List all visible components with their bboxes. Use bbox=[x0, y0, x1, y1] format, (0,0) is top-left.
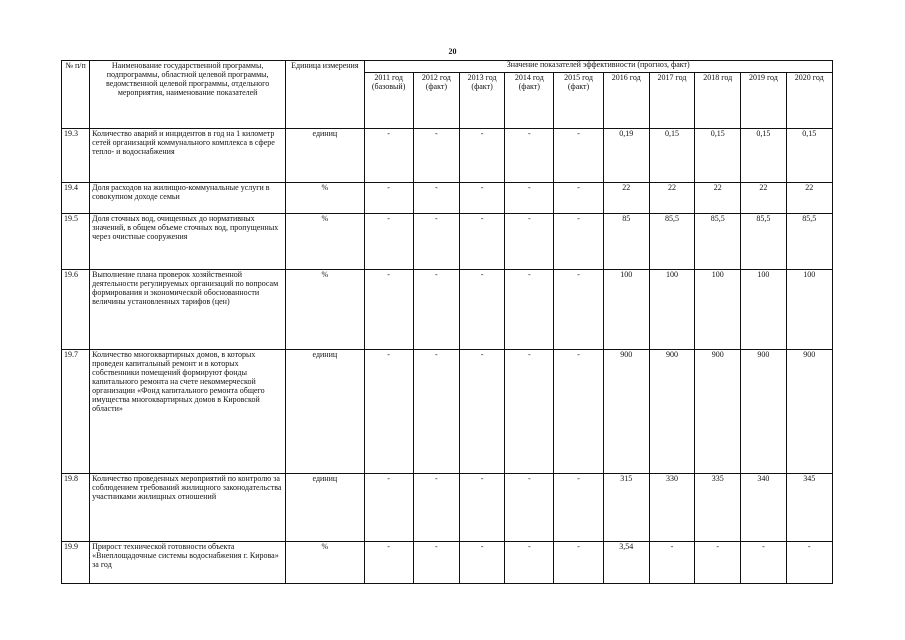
value-cell: 900 bbox=[741, 350, 786, 474]
value-cell: - bbox=[505, 129, 554, 183]
value-cell: - bbox=[413, 350, 459, 474]
value-cell: - bbox=[741, 542, 786, 584]
value-cell: - bbox=[505, 183, 554, 214]
value-cell: - bbox=[505, 214, 554, 270]
value-cell: - bbox=[413, 183, 459, 214]
value-cell: - bbox=[413, 542, 459, 584]
value-cell: - bbox=[364, 214, 413, 270]
value-cell: 3,54 bbox=[603, 542, 649, 584]
value-cell: - bbox=[364, 474, 413, 542]
value-cell: 900 bbox=[786, 350, 832, 474]
value-cell: 22 bbox=[786, 183, 832, 214]
header-year: 2016 год bbox=[603, 73, 649, 129]
header-year: 2013 год (факт) bbox=[459, 73, 504, 129]
indicator-name: Доля сточных вод, очищенных до нормативных значений, в общем объеме сточных вод, пропущенных через очистные сооружения bbox=[90, 214, 286, 270]
table-row bbox=[62, 214, 833, 270]
value-cell: 345 bbox=[786, 474, 832, 542]
value-cell: - bbox=[505, 270, 554, 350]
value-cell: - bbox=[554, 183, 603, 214]
value-cell: - bbox=[413, 270, 459, 350]
table-row bbox=[62, 129, 833, 183]
unit-cell: % bbox=[286, 183, 364, 214]
value-cell: 900 bbox=[695, 350, 741, 474]
value-cell: 330 bbox=[649, 474, 694, 542]
header-year: 2015 год (факт) bbox=[554, 73, 603, 129]
value-cell: - bbox=[459, 214, 504, 270]
indicator-name: Прирост технической готовности объекта «Внеплощадочные системы водоснабжения г. Кирова» за год bbox=[90, 542, 286, 584]
table-row bbox=[62, 183, 833, 214]
value-cell: 85,5 bbox=[695, 214, 741, 270]
header-year: 2020 год bbox=[786, 73, 832, 129]
indicator-name: Количество многоквартирных домов, в которых проведен капитальный ремонт и в которых собственники помещений формируют фонды капитального ремонта на счете некоммерческой организации «Фонд капитального ремонта общего имущества многоквартирных домов в Кировской области» bbox=[90, 350, 286, 474]
value-cell: 0,15 bbox=[649, 129, 694, 183]
unit-cell: единиц bbox=[286, 129, 364, 183]
row-number: 19.9 bbox=[62, 542, 90, 584]
table-row bbox=[62, 270, 833, 350]
value-cell: - bbox=[364, 183, 413, 214]
header-year: 2019 год bbox=[741, 73, 786, 129]
header-year: 2018 год bbox=[695, 73, 741, 129]
value-cell: 85 bbox=[603, 214, 649, 270]
value-cell: 22 bbox=[603, 183, 649, 214]
unit-cell: % bbox=[286, 270, 364, 350]
value-cell: - bbox=[364, 129, 413, 183]
value-cell: 900 bbox=[603, 350, 649, 474]
value-cell: 315 bbox=[603, 474, 649, 542]
value-cell: 100 bbox=[741, 270, 786, 350]
value-cell: - bbox=[786, 542, 832, 584]
header-year: 2011 год (базовый) bbox=[364, 73, 413, 129]
value-cell: - bbox=[459, 129, 504, 183]
value-cell: - bbox=[554, 474, 603, 542]
unit-cell: % bbox=[286, 214, 364, 270]
value-cell: - bbox=[505, 542, 554, 584]
value-cell: 900 bbox=[649, 350, 694, 474]
value-cell: - bbox=[554, 270, 603, 350]
value-cell: 0,15 bbox=[786, 129, 832, 183]
row-number: 19.8 bbox=[62, 474, 90, 542]
value-cell: 100 bbox=[695, 270, 741, 350]
value-cell: 340 bbox=[741, 474, 786, 542]
page-number: 20 bbox=[448, 47, 457, 56]
value-cell: 0,15 bbox=[741, 129, 786, 183]
indicator-name: Количество проведенных мероприятий по контролю за соблюдением требований жилищного законодательства участниками жилищных отношений bbox=[90, 474, 286, 542]
header-values-group: Значение показателей эффективности (прогноз, факт) bbox=[364, 61, 832, 73]
value-cell: - bbox=[364, 270, 413, 350]
value-cell: 100 bbox=[603, 270, 649, 350]
header-name: Наименование государственной программы, подпрограммы, областной целевой программы, ведомственной целевой программы, отдельного мероприятия, наименование показателей bbox=[90, 61, 286, 129]
table-row bbox=[62, 542, 833, 584]
value-cell: 0,15 bbox=[695, 129, 741, 183]
value-cell: - bbox=[649, 542, 694, 584]
value-cell: - bbox=[505, 350, 554, 474]
value-cell: - bbox=[554, 350, 603, 474]
performance-indicators-table bbox=[61, 60, 833, 584]
value-cell: 335 bbox=[695, 474, 741, 542]
unit-cell: единиц bbox=[286, 350, 364, 474]
value-cell: - bbox=[459, 542, 504, 584]
value-cell: - bbox=[413, 129, 459, 183]
value-cell: - bbox=[413, 474, 459, 542]
value-cell: 22 bbox=[741, 183, 786, 214]
value-cell: 22 bbox=[649, 183, 694, 214]
value-cell: - bbox=[554, 214, 603, 270]
value-cell: - bbox=[364, 350, 413, 474]
value-cell: - bbox=[459, 350, 504, 474]
table-row bbox=[62, 474, 833, 542]
header-num: № п/п bbox=[62, 61, 90, 129]
header-year: 2017 год bbox=[649, 73, 694, 129]
value-cell: 100 bbox=[649, 270, 694, 350]
value-cell: 100 bbox=[786, 270, 832, 350]
value-cell: 85,5 bbox=[741, 214, 786, 270]
indicator-name: Выполнение плана проверок хозяйственной деятельности регулируемых организаций по вопросам формирования и экономической обоснованности величины установленных тарифов (цен) bbox=[90, 270, 286, 350]
value-cell: - bbox=[459, 183, 504, 214]
value-cell: 0,19 bbox=[603, 129, 649, 183]
unit-cell: единиц bbox=[286, 474, 364, 542]
row-number: 19.6 bbox=[62, 270, 90, 350]
table-row bbox=[62, 350, 833, 474]
value-cell: - bbox=[695, 542, 741, 584]
value-cell: - bbox=[505, 474, 554, 542]
header-unit: Единица измерения bbox=[286, 61, 364, 129]
header-year: 2014 год (факт) bbox=[505, 73, 554, 129]
value-cell: - bbox=[554, 542, 603, 584]
row-number: 19.7 bbox=[62, 350, 90, 474]
indicator-name: Доля расходов на жилищно-коммунальные услуги в совокупном доходе семьи bbox=[90, 183, 286, 214]
row-number: 19.4 bbox=[62, 183, 90, 214]
row-number: 19.5 bbox=[62, 214, 90, 270]
unit-cell: % bbox=[286, 542, 364, 584]
value-cell: 22 bbox=[695, 183, 741, 214]
value-cell: - bbox=[554, 129, 603, 183]
value-cell: - bbox=[413, 214, 459, 270]
header-year: 2012 год (факт) bbox=[413, 73, 459, 129]
value-cell: 85,5 bbox=[786, 214, 832, 270]
value-cell: 85,5 bbox=[649, 214, 694, 270]
indicator-name: Количество аварий и инцидентов в год на 1 километр сетей организаций коммунального комплекса в сфере тепло- и водоснабжения bbox=[90, 129, 286, 183]
row-number: 19.3 bbox=[62, 129, 90, 183]
value-cell: - bbox=[459, 474, 504, 542]
value-cell: - bbox=[364, 542, 413, 584]
value-cell: - bbox=[459, 270, 504, 350]
